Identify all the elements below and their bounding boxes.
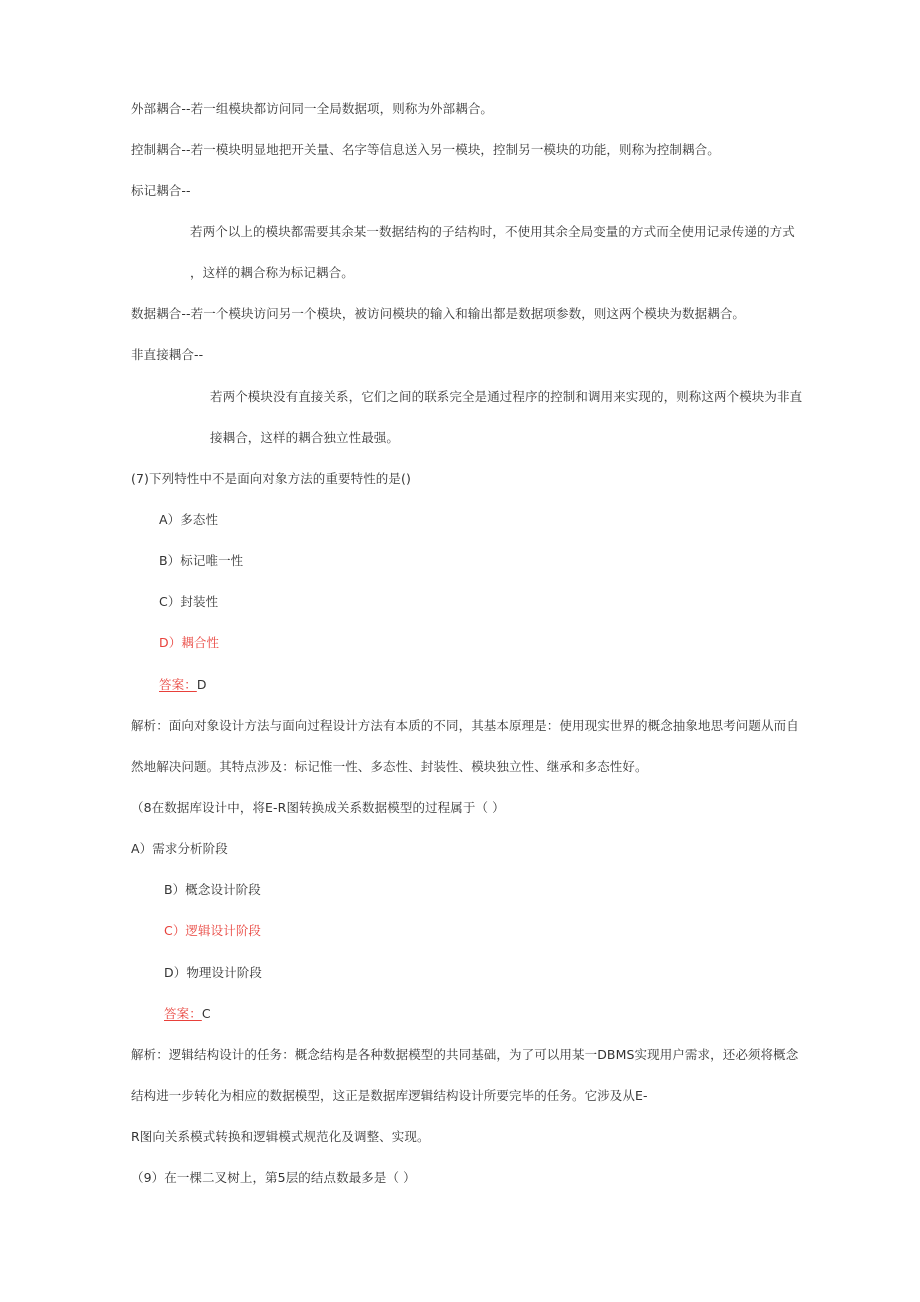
stamp-coupling-heading: 标记耦合-- (131, 183, 191, 198)
data-coupling-definition: 数据耦合--若一个模块访问另一个模块，被访问模块的输入和输出都是数据项参数，则这两个模块为数据耦合。 (131, 306, 746, 321)
q8-analysis-line-2: 结构进一步转化为相应的数据模型，这正是数据库逻辑结构设计所要完毕的任务。它涉及从E- (131, 1088, 648, 1103)
q8-option-a: A）需求分析阶段 (131, 841, 228, 856)
q7-analysis-line-2: 然地解决问题。其特点涉及：标记惟一性、多态性、封装性、模块独立性、继承和多态性好。 (131, 759, 648, 774)
q7-answer-label: 答案： (159, 677, 197, 692)
q8-option-c-correct: C）逻辑设计阶段 (164, 923, 262, 938)
q7-option-d-correct: D）耦合性 (159, 635, 220, 650)
question-7-text: (7)下列特性中不是面向对象方法的重要特性的是() (131, 471, 411, 486)
question-9-text: （9）在一棵二叉树上，第5层的结点数最多是（ ） (131, 1170, 416, 1185)
stamp-coupling-body-line-1: 若两个以上的模块都需要其余某一数据结构的子结构时，不使用其余全局变量的方式而全使用记录传递的方式 (190, 224, 795, 239)
q7-answer (159, 677, 207, 693)
q8-option-d: D）物理设计阶段 (164, 965, 262, 980)
q7-analysis-line-1: 解析：面向对象设计方法与面向过程设计方法有本质的不同，其基本原理是：使用现实世界的概念抽象地思考问题从而自 (131, 718, 799, 733)
q7-option-a: A）多态性 (159, 512, 219, 527)
indirect-coupling-heading: 非直接耦合-- (131, 347, 204, 362)
q8-answer-value: C (201, 1006, 211, 1021)
q7-answer-value: D (196, 677, 207, 692)
q8-answer (164, 1006, 211, 1022)
external-coupling-definition: 外部耦合--若一组模块都访问同一全局数据项，则称为外部耦合。 (131, 101, 494, 116)
q7-option-b: B）标记唯一性 (159, 553, 244, 568)
q8-option-b: B）概念设计阶段 (164, 882, 261, 897)
q8-analysis-line-3: R图向关系模式转换和逻辑模式规范化及调整、实现。 (131, 1129, 430, 1144)
q7-option-c: C）封装性 (159, 594, 219, 609)
indirect-coupling-body-line-2: 接耦合，这样的耦合独立性最强。 (210, 430, 400, 445)
stamp-coupling-body-line-2: ，这样的耦合称为标记耦合。 (190, 265, 354, 280)
q8-answer-label: 答案： (164, 1006, 202, 1021)
question-8-text: （8在数据库设计中，将E-R图转换成关系数据模型的过程属于（ ） (131, 800, 505, 815)
control-coupling-definition: 控制耦合--若一模块明显地把开关量、名字等信息送入另一模块，控制另一模块的功能，则称为控制耦合。 (131, 142, 720, 157)
indirect-coupling-body-line-1: 若两个模块没有直接关系，它们之间的联系完全是通过程序的控制和调用来实现的，则称这两个模块为非直 (210, 389, 803, 404)
q8-analysis-line-1: 解析：逻辑结构设计的任务：概念结构是各种数据模型的共同基础，为了可以用某一DBMS实现用户需求，还必须将概念 (131, 1047, 799, 1062)
